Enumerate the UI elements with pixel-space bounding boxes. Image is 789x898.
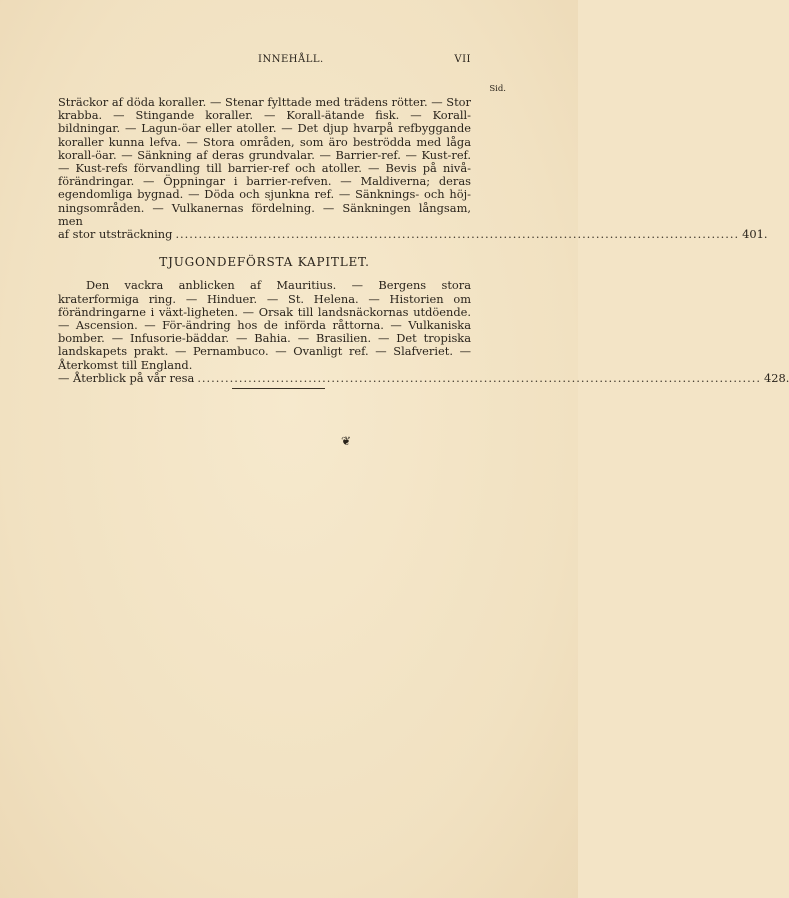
page-column-label: Sid. bbox=[489, 84, 506, 94]
chapter-21-last-text: — Återblick på vår resa bbox=[58, 370, 195, 385]
header-page-number: VII bbox=[454, 54, 471, 65]
section-divider bbox=[232, 388, 325, 389]
printer-ornament-icon: ❦ bbox=[341, 434, 352, 448]
dot-leader: .......................................................................................................................... bbox=[197, 370, 762, 385]
chapter-20-summary: Sträckor af döda koraller. — Stenar fylttade med trädens rötter. — Stor krabba. — Stingande koraller. — Korall-ätande fisk. — Korall-bildningar. — Lagun-öar eller atoller. — Det djup hvarpå refbyggande koraller kunna lefva. — Stora områden, som äro beströdda med låga korall-öar. — Sänkning af deras grundvalar. — Barrier-ref. — Kust-ref. — Kust-refs förvandling till barrier-ref och atoller. — Bevis på nivå-förändringar. — Öppningar i barrier-refven. — Maldiverna; deras egendomliga bygnad. — Döda och sjunkna ref. — Sänknings- och höj-ningsområden. — Vulkanernas fördelning. — Sänkningen långsam, men bbox=[58, 95, 471, 228]
chapter-21-page-ref: 428. bbox=[764, 370, 789, 385]
contents-body bbox=[58, 95, 789, 385]
chapter-20-last-text: af stor utsträckning bbox=[58, 227, 173, 242]
chapter-heading: TJUGONDEFÖRSTA KAPITLET. bbox=[159, 255, 370, 270]
running-header bbox=[58, 54, 471, 68]
chapter-20-page-ref: 401. bbox=[742, 227, 768, 242]
dot-leader: .......................................................................................................................... bbox=[175, 227, 740, 242]
chapter-20-last-line bbox=[58, 227, 768, 242]
chapter-21-summary: Den vackra anblicken af Mauritius. — Bergens stora kraterformiga ring. — Hinduer. — St. Helena. — Historien om förändringarne i växt-ligheten. — Orsak till landsnäckornas utdöende. — Ascension. — För-ändring hos de införda råttorna. — Vulkaniska bomber. — Infusorie-bäddar. — Bahia. — Brasilien. — Det tropiska landskapets prakt. — Pernambuco. — Ovanligt ref. — Slafveriet. — Återkomst till England. bbox=[58, 278, 471, 372]
chapter-21-last-line bbox=[58, 370, 789, 385]
header-title: INNEHÅLL. bbox=[258, 54, 324, 65]
